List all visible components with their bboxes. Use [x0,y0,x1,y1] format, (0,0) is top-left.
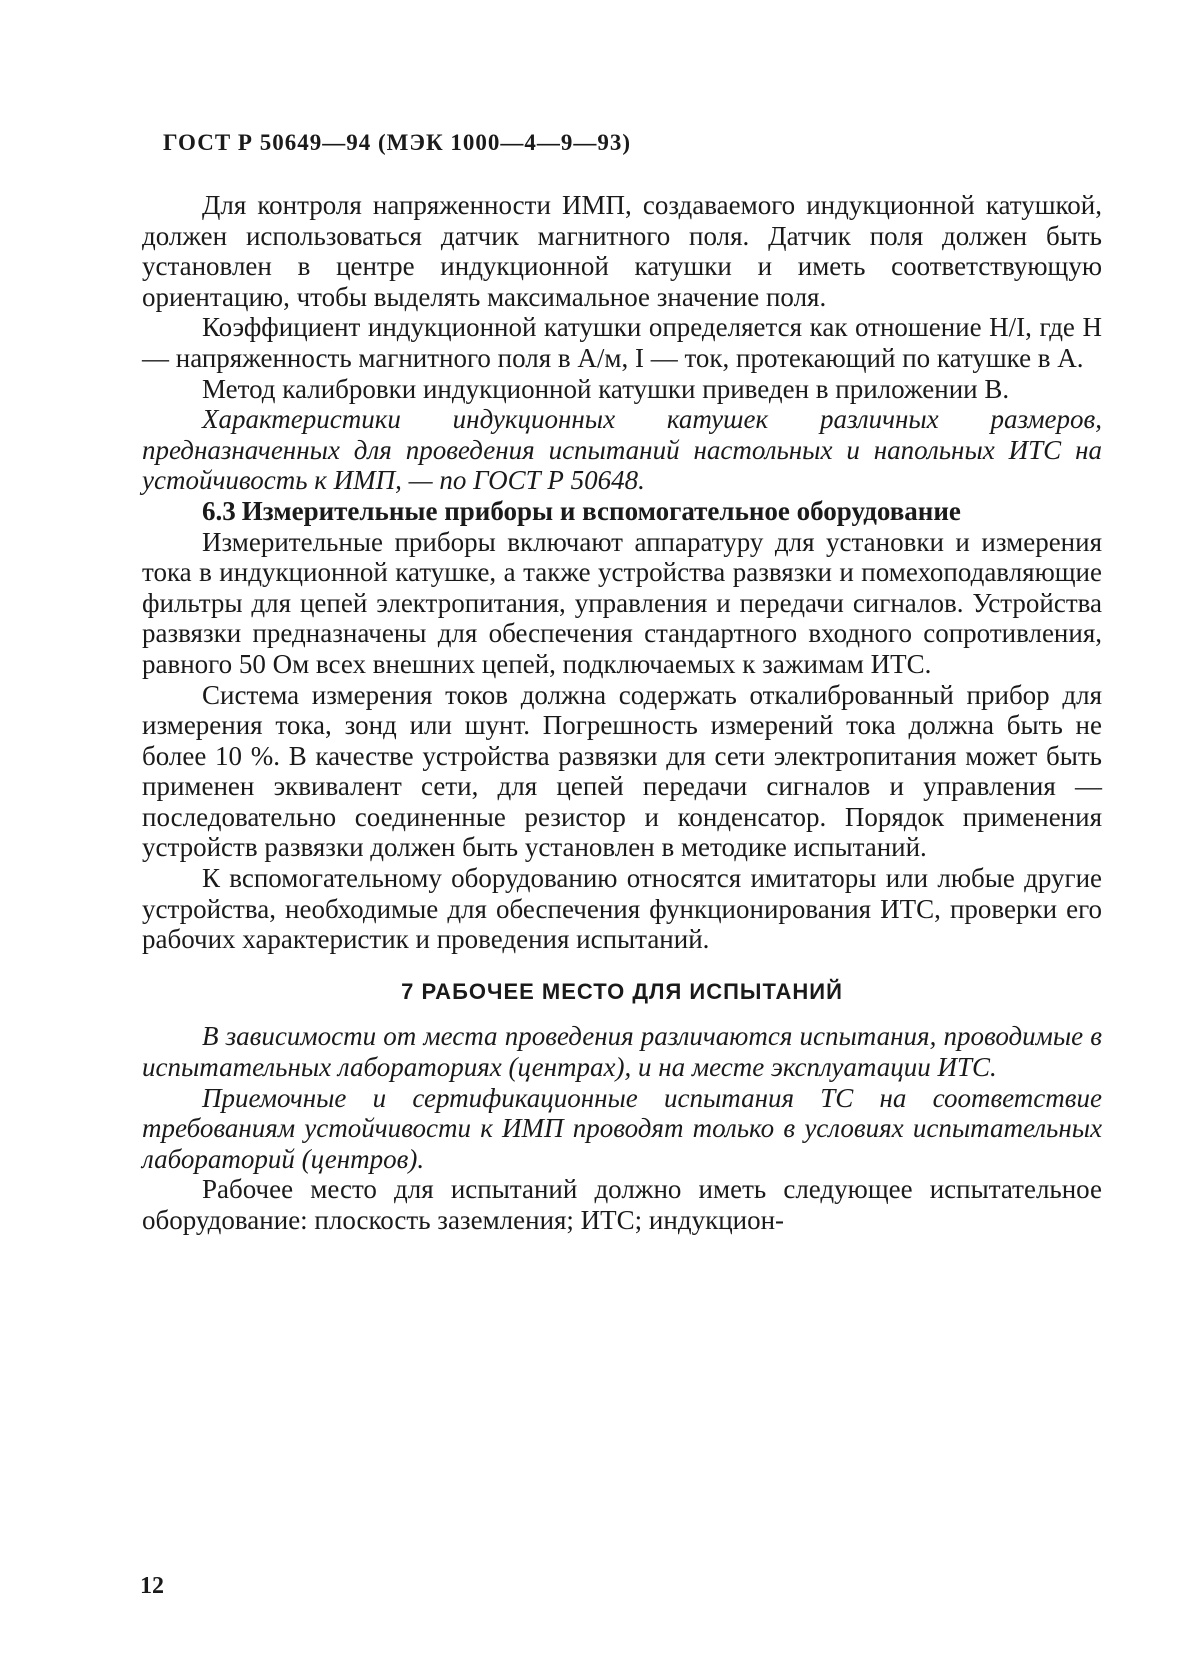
paragraph-calibration: Метод калибровки индукционной катушки приведен в приложении В. [202,373,1010,404]
section-6-3-title: Измерительные приборы и вспомогательное оборудование [241,495,961,526]
paragraph-test-location: В зависимости от места проведения различаются испытания, проводимые в испытательных лабораториях (центрах), и на месте эксплуатации ИТС. [142,1021,1102,1083]
paragraph-sensor: Для контроля напряженности ИМП, создаваемого индукционной катушкой, должен использоваться датчик магнитного поля. Датчик поля должен быть установлен в центре индукционной катушки и иметь соответствующую ориентацию, чтобы выделять максимальное значение поля. [142,190,1102,312]
document-body [142,190,1102,1236]
paragraph-coil-characteristics: Характеристики индукционных катушек различных размеров, предназначенных для проведения испытаний настольных и напольных ИТС на устойчивость к ИМП, — по ГОСТ Р 50648. [142,404,1102,496]
paragraph-current-measurement: Система измерения токов должна содержать откалиброванный прибор для измерения тока, зонд или шунт. Погрешность измерений тока должна быть не более 10 %. В качестве устройства развязки для сети электропитания может быть применен эквивалент сети, для цепей передачи сигналов и управления — последовательно соединенные резистор и конденсатор. Порядок применения устройств развязки должен быть установлен в методике испытаний. [142,679,1102,863]
paragraph-coil-factor: Коэффициент индукционной катушки определяется как отношение H/I, где H — напряженность магнитного поля в А/м, I — ток, протекающий по катушке в А. [142,312,1102,373]
section-7-title: 7 РАБОЧЕЕ МЕСТО ДЛЯ ИСПЫТАНИЙ [401,978,843,1004]
document-header: ГОСТ Р 50649—94 (МЭК 1000—4—9—93) [163,130,632,155]
paragraph-auxiliary-equipment: К вспомогательному оборудованию относятся имитаторы или любые другие устройства, необходимые для обеспечения функционирования ИТС, проверки его рабочих характеристик и проведения испытаний. [142,863,1102,955]
paragraph-acceptance-tests: Приемочные и сертификационные испытания ТС на соответствие требованиям устойчивости к ИМП проводят только в условиях испытательных лабораторий (центров). [142,1082,1102,1174]
paragraph-instruments: Измерительные приборы включают аппаратуру для установки и измерения тока в индукционной катушке, а также устройства развязки и помехоподавляющие фильтры для цепей электропитания, управления и передачи сигналов. Устройства развязки предназначены для обеспечения стандартного входного сопротивления, равного 50 Ом всех внешних цепей, подключаемых к зажимам ИТС. [142,526,1102,679]
paragraph-workplace: Рабочее место для испытаний должно иметь следующее испытательное оборудование: плоскость заземления; ИТС; индукцион- [142,1174,1102,1235]
section-6-3-number: 6.3 [202,495,236,526]
section-6-3-heading [142,496,1102,527]
page-number: 12 [140,1573,164,1599]
